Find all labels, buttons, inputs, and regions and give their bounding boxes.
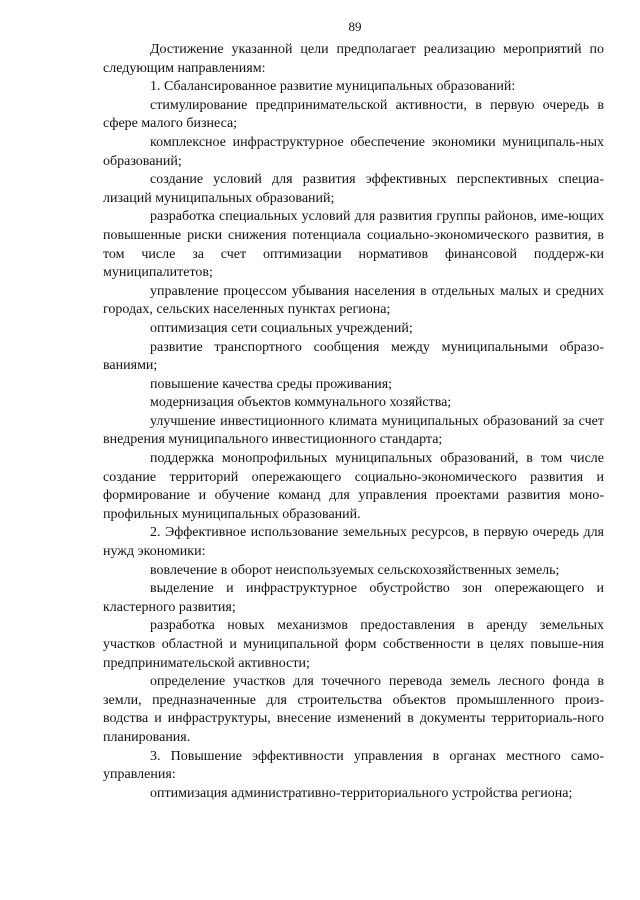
list-item: управление процессом убывания населения в отдельных малых и средних городах, сельских населенных пунктах региона;	[103, 283, 604, 318]
list-item: разработка специальных условий для развития группы районов, име-ющих повышенные риски снижения потенциала социально-экономического развития, в том числе за счет оптимизации нормативов финансовой поддерж-ки муниципалитетов;	[103, 209, 604, 281]
list-item: определение участков для точечного перевода земель лесного фонда в земли, предназначенные для строительства объектов промышленного произ-водства и инфраструктуры, внесение изменений в документы территориаль-ного планирования.	[103, 674, 604, 745]
body-text	[103, 41, 604, 803]
list-item: улучшение инвестиционного климата муниципальных образований за счет внедрения муниципального инвестиционного стандарта;	[103, 413, 604, 448]
section-heading-1: 1. Сбалансированное развитие муниципальных образований:	[150, 79, 516, 95]
list-item: повышение качества среды проживания;	[150, 376, 393, 392]
section-heading-2: 2. Эффективное использование земельных ресурсов, в первую очередь для нужд экономики:	[103, 525, 604, 560]
section-heading-3: 3. Повышение эффективности управления в органах местного само-управления:	[103, 748, 604, 783]
page-number: 89	[348, 19, 362, 34]
list-item: развитие транспортного сообщения между муниципальными образо-ваниями;	[103, 339, 604, 374]
list-item: комплексное инфраструктурное обеспечение экономики муниципаль-ных образований;	[103, 134, 604, 169]
list-item: поддержка монопрофильных муниципальных образований, в том числе создание территорий опережающего социально-экономического развития и формирование и обучение команд для управления проектами развития моно-профильных муниципальных образований.	[103, 451, 604, 522]
list-item: создание условий для развития эффективных перспективных специа-лизаций муниципальных образований;	[103, 172, 604, 206]
paragraph-intro: Достижение указанной цели предполагает реализацию мероприятий по следующим направлениям:	[103, 42, 604, 76]
list-item: стимулирование предпринимательской активности, в первую очередь в сфере малого бизнеса;	[103, 97, 604, 132]
list-item: модернизация объектов коммунального хозяйства;	[150, 395, 452, 411]
list-item: разработка новых механизмов предоставления в аренду земельных участков областной и муниципальной форм собственности в целях повыше-ния предпринимательской активности;	[103, 618, 604, 671]
list-item: оптимизация сети социальных учреждений;	[150, 320, 413, 336]
list-item: оптимизация административно-территориального устройства региона;	[150, 785, 573, 801]
list-item: вовлечение в оборот неиспользуемых сельскохозяйственных земель;	[150, 562, 560, 578]
list-item: выделение и инфраструктурное обустройство зон опережающего и кластерного развития;	[103, 581, 604, 615]
